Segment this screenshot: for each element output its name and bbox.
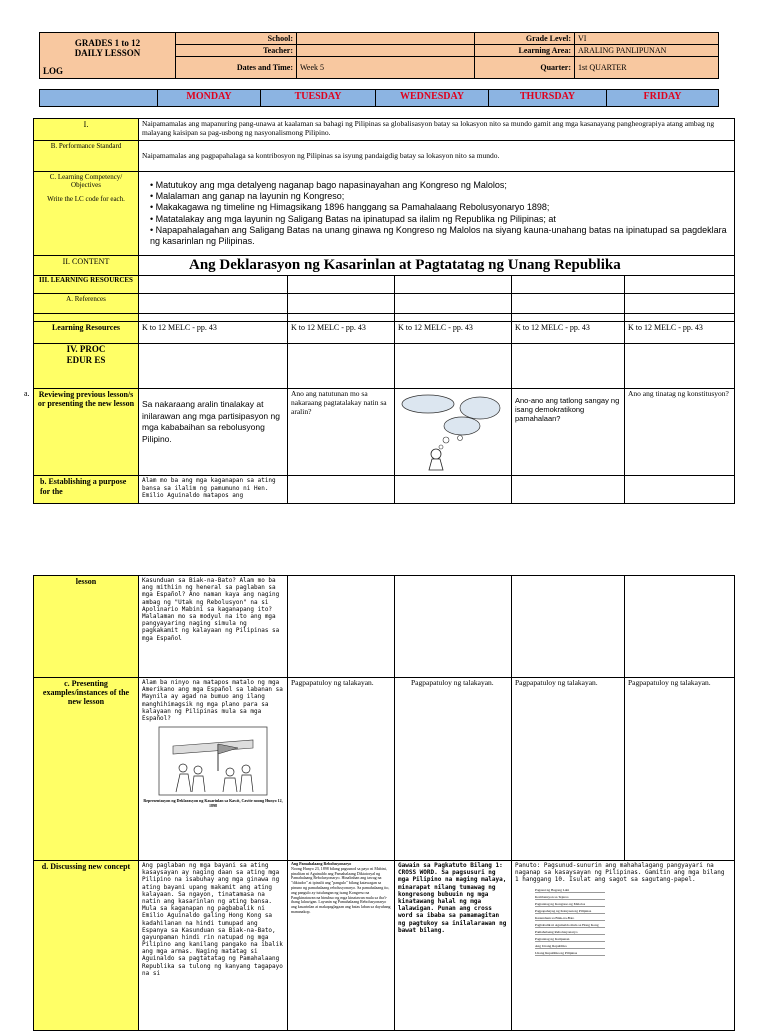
timeline-item: Pagtatatag ng Katipunan (535, 937, 605, 942)
learning-resources-fri: K to 12 MELC - pp. 43 (625, 322, 735, 344)
presenting-label: c. Presenting examples/instances of the new lesson (34, 678, 139, 861)
performance-text: Naipamamalas ang pagpapahalaga sa kontribosyon ng Pilipinas sa isyung pandaigdig batay sa lokasyon nito sa mundo. (139, 141, 735, 172)
discussing-label: d. Discussing new concept (34, 861, 139, 1031)
log-text: LOG (43, 66, 64, 77)
presenting-monday-text: Alam ba ninyo na matapos matalo ng mga Amerikano ang mga Español sa labanan sa Maynila ay agad na bumuo ang ilang manghihimagsik ng mga plano para sa kalayaan ng Pilipinas mula sa mga Español? (142, 679, 283, 722)
quarter-label: Quarter: (475, 57, 575, 79)
resources-fri (625, 276, 735, 294)
timeline-item: Kasunduan sa Biak-na-Bato (535, 916, 605, 921)
school-label: School: (176, 33, 297, 45)
competency-item: • Napapahalagahan ang Saligang Batas na unang ginawa ng Kongreso ng Malolos na siyang kauna-unahang batas na ipinatupad sa pagdeklara ng kasarinlan ng Pilipinas. (150, 225, 731, 248)
discussing-tuesday-cell (288, 861, 395, 1031)
timeline-item: Ang Unang Republika (535, 944, 605, 949)
competency-label: C. Learning Competency/ Objectives (49, 173, 123, 190)
day-tuesday: TUESDAY (261, 90, 376, 107)
presenting-wednesday: Pagpapatuloy ng talakayan. (395, 678, 512, 861)
learning-resources-wed: K to 12 MELC - pp. 43 (395, 322, 512, 344)
competency-label-cell (34, 172, 139, 256)
timeline-item: Pagbabalik ni Aguinaldo mula sa Hong Kong (535, 923, 605, 928)
presenting-thursday: Pagpapatuloy ng talakayan. (512, 678, 625, 861)
competency-item: • Malalaman ang ganap na layunin ng Kongreso; (150, 191, 731, 202)
reviewing-prefix: a. (24, 389, 30, 399)
competency-note: Write the LC code for each. (47, 195, 125, 204)
timeline-item: Unang Republika ng Pilipinas (535, 951, 605, 956)
procedures-wed (395, 344, 512, 389)
objectives-text: Naipamamalas ang mapanuring pang-unawa at kaalaman sa bahagi ng Pilipinas sa globalisasyon batay sa lokasyon nito sa mundo gamit ang mga kasanayang pangheograpiya atang ambag ng malayang kaisipan sa pag-usbong ng nasyonalismong Pilipino. (139, 119, 735, 141)
resources-tue (288, 276, 395, 294)
dates-value[interactable]: Week 5 (297, 57, 475, 79)
discussing-tuesday-text: Noong Hunyo 23, 1898 bilang pagsunod sa payo ni Mabini, pinalitan ni Aguinaldo ang Pamahalaang Diktatoryal ng Pamahalaang Rebolusyonaryo. Hinalinhan ang tawag na "diktador" at ipinalit ang "pangulo" bilang katawagan sa pinuno ng pamahalaang rebolusyonaryo. Sa pamahalaang ito, ang pangulo ay tutulungan ng isang Kongreso na Pangkinatawan na binubuo ng mga kinatawan mula sa iba't-ibang lalawigan. Layunin ng Pamahalaang Rebolusyonaryo ang kasarinlan at makapaglagaan ang batas laban sa dayuhang mananakop. (291, 865, 391, 914)
competency-list (142, 180, 731, 248)
spacer-label (34, 314, 139, 322)
establishing-label-cont: lesson (34, 576, 139, 678)
area-value[interactable]: ARALING PANLIPUNAN (575, 45, 719, 57)
resources-label: III. LEARNING RESOURCES (34, 276, 139, 294)
presenting-monday-cell (139, 678, 288, 861)
dates-label: Dates and Time: (176, 57, 297, 79)
learning-resources-label: Learning Resources (34, 322, 139, 344)
spacer-wed (395, 314, 512, 322)
spacer-thu (512, 314, 625, 322)
timeline-item: Pamahalaang Rebolusyonaryo (535, 930, 605, 935)
days-bar-spacer (40, 90, 158, 107)
spacer-mon (139, 314, 288, 322)
area-label: Learning Area: (475, 45, 575, 57)
establishing-monday-p1: Alam mo ba ang mga kaganapan sa ating bansa sa ilalim ng pamumuno ni Hen. Emilio Aguinaldo matapos ang (139, 476, 288, 504)
references-wed (395, 294, 512, 314)
references-thu (512, 294, 625, 314)
days-bar (39, 89, 719, 107)
procedures-mon (139, 344, 288, 389)
performance-label: B. Performance Standard (34, 141, 139, 172)
procedures-label: IV. PROC EDUR ES (34, 344, 139, 389)
spacer-fri (625, 314, 735, 322)
procedures-fri (625, 344, 735, 389)
establishing-label: b. Establishing a purpose for the (34, 476, 139, 504)
timeline-item: Pagpapahayag ng Kalayaan ng Pilipinas (535, 909, 605, 914)
establishing-friday (625, 476, 735, 504)
spacer-tue (288, 314, 395, 322)
establishing-friday-cont (625, 576, 735, 678)
reviewing-label: Reviewing previous lesson/s or presenting the new lesson (37, 390, 135, 409)
content-title: Ang Deklarasyon ng Kasarinlan at Pagtatatag ng Unang Republika (139, 256, 735, 276)
establishing-monday-p2: Kasunduan sa Biak-na-Bato? Alam mo ba ang mithiin ng heneral sa paglaban sa mga Español? Ano naman kaya ang naging ambag ng "Utak ng Rebolusyon" na si Apolinario Mabini sa kaganapang ito? Malalaman mo sa modyul na ito ang mga pangyayaring naging simula ng pagkakamit ng kalayaan ng Pilipinas sa mga Español (139, 576, 288, 678)
timeline-item: Kombensyon sa Tejeros (535, 895, 605, 900)
discussing-monday: Ang paglaban ng mga bayani sa ating kasaysayan ay naging daan sa ating mga Pilipino na isabuhay ang mga ginawa ng ating bayani upang makamit ang ating kalayaan. Sa ngayon, tinatamasa na natin ang kasarinlan ng ating bansa. Mula sa kaganapan ng pagbabalik ni Emilio Aguinaldo galing Hong Kong sa kadahilanan na hindi tumupad ang Espanya sa Kasunduan sa Biak-na-Bato, gayunpaman hindi rin natupad ng mga Pilipino ang kanilang pangako na ibalik ang mga armas. Naging matatag si Aguinaldo sa pagtatatag ng Pamahalaang Republika sa tulong ng kanyang tagapayo na si (139, 861, 288, 1031)
discussing-thursday-cell (512, 861, 735, 1031)
competency-item: • Matatalakay ang mga layunin ng Saligang Batas na ipinatupad sa ilalim ng Republika ng Pilipinas; at (150, 214, 731, 225)
reviewing-tuesday: Ano ang natutunan mo sa nakaraang pagtatalakay natin sa aralin? (288, 389, 395, 476)
resources-wed (395, 276, 512, 294)
discussing-wednesday: Gawain sa Pagkatuto Bilang 1: CROSS WORD. Sa pagsusuri ng mga Pilipino na maging malaya, minarapat nilang tumawag ng kongresong bubuuin ng mga kinatawang halal ng mga lalawigan. Punan ang cross word sa ibaba sa pamamagitan ng pagtukoy sa inilalarawan ng bawat bilang. (395, 861, 512, 1031)
reviewing-thursday: Ano-ano ang tatlong sangay ng isang demokratikong pamahalaan? (512, 389, 625, 476)
day-friday: FRIDAY (607, 90, 719, 107)
teacher-value[interactable] (297, 45, 475, 57)
establishing-tuesday-cont (288, 576, 395, 678)
establishing-thursday-cont (512, 576, 625, 678)
objectives-label: I. (34, 119, 139, 141)
discussing-tuesday-title: Ang Pamahalaang Rebolusyonaryo (291, 861, 352, 866)
thinking-child-illustration (398, 390, 506, 472)
content-label: II. CONTENT (34, 256, 139, 276)
grade-label: Grade Level: (475, 33, 575, 45)
learning-resources-mon: K to 12 MELC - pp. 43 (139, 322, 288, 344)
competency-list-cell (139, 172, 735, 256)
procedures-tue (288, 344, 395, 389)
lesson-table (24, 118, 735, 504)
declaration-caption: Representasyon ng Deklarasyon ng Kasarinlan sa Kawit, Cavite noong Hunyo 12, 1898 (143, 798, 283, 808)
presenting-tuesday: Pagpapatuloy ng talakayan. (288, 678, 395, 861)
timeline-item: Pagsusi ng Bagong Lahi (535, 888, 605, 893)
establishing-tuesday (288, 476, 395, 504)
learning-resources-tue: K to 12 MELC - pp. 43 (288, 322, 395, 344)
establishing-wednesday (395, 476, 512, 504)
learning-resources-thu: K to 12 MELC - pp. 43 (512, 322, 625, 344)
teacher-label: Teacher: (176, 45, 297, 57)
competency-item: • Makakagawa ng timeline ng Himagsikang 1896 hanggang sa Pamahalaang Rebolusyonaryo 1898; (150, 202, 731, 213)
references-label: A. References (34, 294, 139, 314)
resources-thu (512, 276, 625, 294)
competency-item: • Matutukoy ang mga detalyeng naganap bago napasinayahan ang Kongreso ng Malolos; (150, 180, 731, 191)
grade-value[interactable]: VI (575, 33, 719, 45)
lesson-table-continued (33, 575, 735, 1031)
procedures-thu (512, 344, 625, 389)
discussing-thursday-text: Panuto: Pagsunud-sunurin ang mahahalagang pangyayari na naganap sa kasaysayan ng Pilipinas. Gamitin ang mga bilang 1 hanggang 10. Isulat ang sagot sa sagutang-papel. (515, 862, 725, 884)
references-tue (288, 294, 395, 314)
day-wednesday: WEDNESDAY (376, 90, 489, 107)
timeline-item: Pagtatatag ng Kongreso ng Malolos (535, 902, 605, 907)
quarter-value[interactable]: 1st QUARTER (575, 57, 719, 79)
reviewing-friday: Ano ang tinatag ng konstitusyon? (625, 389, 735, 476)
reviewing-label-cell (24, 389, 139, 476)
school-value[interactable] (297, 33, 475, 45)
timeline-list (535, 888, 731, 956)
day-thursday: THURSDAY (489, 90, 607, 107)
establishing-thursday (512, 476, 625, 504)
reviewing-wednesday-cell (395, 389, 512, 476)
declaration-illustration (158, 726, 268, 796)
presenting-friday: Pagpapatuloy ng talakayan. (625, 678, 735, 861)
dll-title (40, 33, 176, 79)
title-text: GRADES 1 to 12 DAILY LESSON (74, 38, 141, 59)
establishing-wednesday-cont (395, 576, 512, 678)
day-monday: MONDAY (158, 90, 261, 107)
reviewing-monday: Sa nakaraang aralin tinalakay at inilarawan ang mga partisipasyon ng mga kababaihan sa rebolusyong Pilipino. (139, 389, 288, 476)
references-fri (625, 294, 735, 314)
header-table (39, 32, 719, 79)
resources-mon (139, 276, 288, 294)
references-mon (139, 294, 288, 314)
